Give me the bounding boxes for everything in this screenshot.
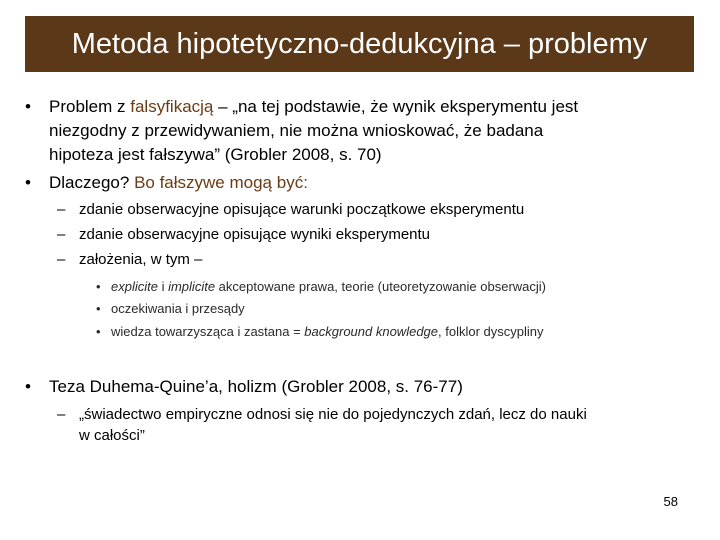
subsub-1-rest: akceptowane prawa, teorie (uteoretyzowanie obserwacji) (215, 279, 547, 294)
subsub-3-post: , folklor dyscypliny (438, 324, 544, 339)
bullet-1 (25, 96, 579, 117)
dash-bullet: – (57, 226, 66, 243)
page-number: 58 (663, 494, 678, 509)
subsub-1-mid: i (157, 279, 169, 294)
slide-title: Metoda hipotetyczno-dedukcyjna – problemy (71, 27, 648, 60)
sub-item-1 (57, 200, 525, 220)
dash-bullet: – (57, 201, 66, 218)
bullet-2-highlight: Bo fałszywe mogą być: (134, 173, 308, 192)
subsub-item-2 (96, 300, 245, 317)
subsub-1-italic-1: explicite (111, 279, 158, 294)
bullet-3 (25, 376, 463, 397)
bullet-1-line-2: niezgodny z przewidywaniem, nie można wnioskować, że badana (49, 121, 544, 140)
bullet-dot: • (25, 173, 31, 192)
bullet-3-text: Teza Duhema-Quine’a, holizm (Grobler 2008, s. 76-77) (49, 377, 463, 396)
bullet-dot: • (96, 279, 101, 294)
bullet-2-pre: Dlaczego? (49, 173, 135, 192)
subsub-2-text: oczekiwania i przesądy (111, 301, 245, 316)
bullet-2 (25, 172, 308, 193)
dash-bullet: – (57, 406, 66, 423)
sub-item-1-text: zdanie obserwacyjne opisujące warunki początkowe eksperymentu (79, 201, 525, 218)
bullet-dot: • (25, 97, 31, 116)
bullet-1-line-3: hipoteza jest fałszywa” (Grobler 2008, s. 70) (49, 145, 382, 164)
sub-item-3-text: założenia, w tym – (79, 251, 203, 268)
bullet-1-rest: – „na tej podstawie, że wynik eksperymentu jest (213, 97, 579, 116)
b3-sub-line-1: „świadectwo empiryczne odnosi się nie do pojedynczych zdań, lecz do nauki (79, 406, 587, 423)
sub-item-3 (57, 250, 203, 270)
subsub-3-italic: background knowledge (304, 324, 439, 339)
bullet-dot: • (96, 301, 101, 316)
sub-item-2 (57, 225, 431, 245)
b3-sub-line-2: w całości” (79, 427, 145, 444)
bullet-1-pre: Problem z (49, 97, 131, 116)
slide-title-bar (25, 16, 694, 72)
subsub-item-3 (96, 323, 544, 340)
bullet-1-highlight: falsyfikacją (130, 97, 214, 116)
subsub-item-1 (96, 278, 547, 295)
subsub-1-italic-2: implicite (168, 279, 216, 294)
sub-item-2-text: zdanie obserwacyjne opisujące wyniki eksperymentu (79, 226, 431, 243)
subsub-3-pre: wiedza towarzysząca i zastana = (111, 324, 305, 339)
bullet-dot: • (25, 377, 31, 396)
dash-bullet: – (57, 251, 66, 268)
b3-sub-item (57, 405, 587, 425)
bullet-dot: • (96, 324, 101, 339)
